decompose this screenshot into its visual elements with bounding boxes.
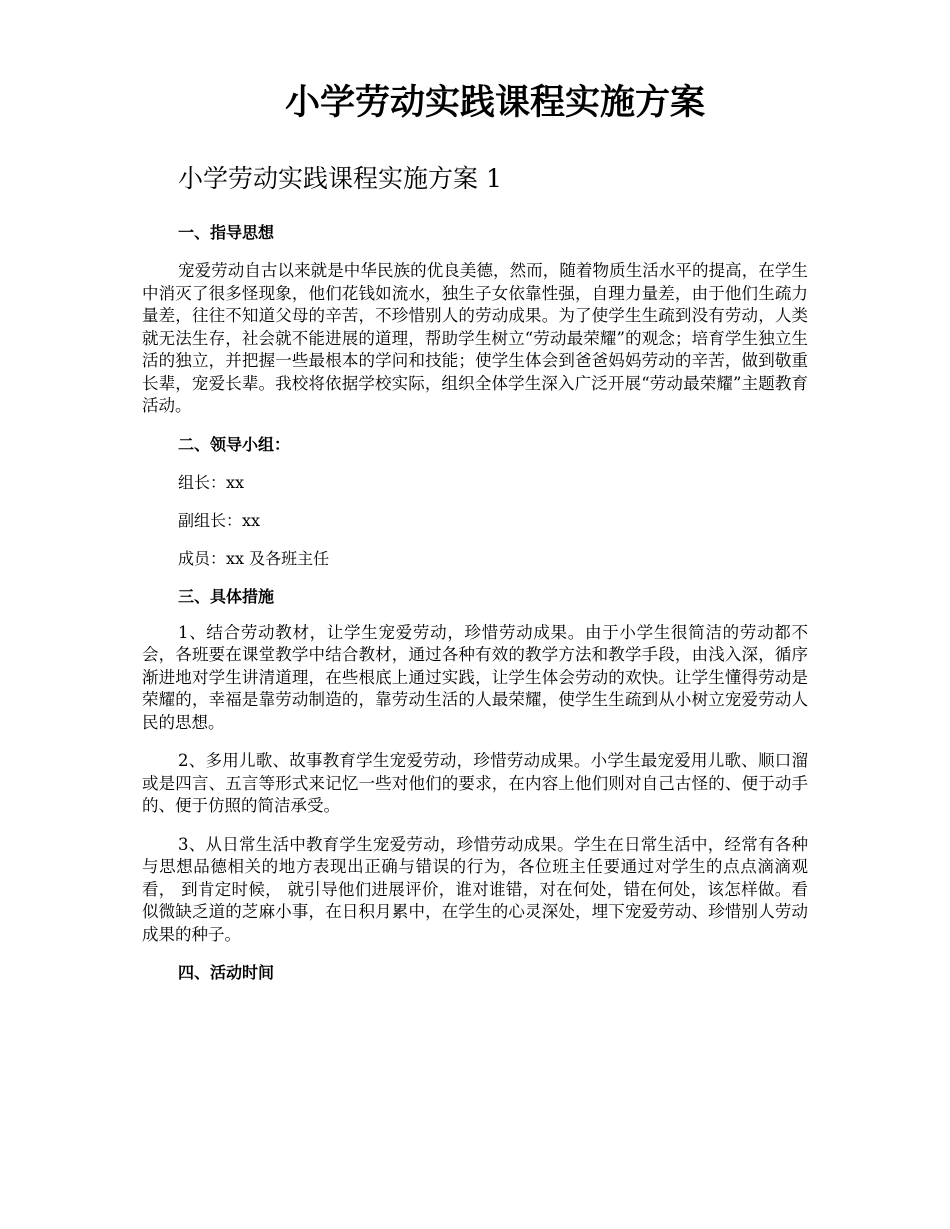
- heading-activity-time: 四、活动时间: [178, 963, 275, 982]
- members-line: 成员：xx 及各班主任: [178, 548, 330, 568]
- heading-leadership-group: 二、领导小组：: [178, 434, 291, 454]
- heading-specific-measures: 三、具体措施: [178, 586, 275, 606]
- deputy-leader-line: 副组长：xx: [178, 510, 261, 530]
- measure-paragraph-1: 1、结合劳动教材，让学生宠爱劳动，珍惜劳动成果。由于小学生很简洁的劳动都不会，各班要在课堂教学中结合教材，通过各种有效的教学方法和教学手段，由浅入深，循序渐进地对学生讲清道理，在些根底上通过实践，让学生体会劳动的欢快。让学生懂得劳动是荣耀的，幸福是靠劳动制造的，靠劳动生活的人最荣耀，使学生生疏到从小树立宠爱劳动人民的思想。: [142, 622, 808, 732]
- document-title: 小学劳动实践课程实施方案: [284, 82, 705, 123]
- heading-guiding-ideology: 一、指导思想: [178, 223, 275, 242]
- measure-paragraph-2: 2、多用儿歌、故事教育学生宠爱劳动，珍惜劳动成果。小学生最宠爱用儿歌、顺口溜或是四言、五言等形式来记忆一些对他们的要求，在内容上他们则对自己古怪的、便于动手的、便于仿照的简洁承受。: [142, 751, 808, 815]
- document-page: [142, 78, 808, 983]
- section-title: 小学劳动实践课程实施方案 1: [178, 164, 502, 193]
- measure-paragraph-3: 3、从日常生活中教育学生宠爱劳动，珍惜劳动成果。学生在日常生活中，经常有各种与思想品德相关的地方表现出正确与错误的行为，各位班主任要通过对学生的点点滴滴观看， 到肯定时候， 就引导他们进展评价，谁对谁错，对在何处，错在何处，该怎样做。看似微缺乏道的芝麻小事，在日积月累中，在学生的心灵深处，埋下宠爱劳动、珍惜别人劳动成果的种子。: [142, 834, 808, 944]
- paragraph-guiding-ideology: 宠爱劳动自古以来就是中华民族的优良美德，然而，随着物质生活水平的提高，在学生中消灭了很多怪现象，他们花钱如流水，独生子女依靠性强，自理力量差，由于他们生疏力量差，往往不知道父母的辛苦，不珍惜别人的劳动成果。为了使学生生疏到没有劳动，人类就无法生存，社会就不能进展的道理，帮助学生树立“劳动最荣耀”的观念；培育学生独立生活的独立，并把握一些最根本的学问和技能；使学生体会到爸爸妈妈劳动的辛苦，做到敬重长辈，宠爱长辈。我校将依据学校实际，组织全体学生深入广泛开展“劳动最荣耀”主题教育活动。: [142, 261, 808, 415]
- leader-line: 组长：xx: [178, 472, 245, 492]
